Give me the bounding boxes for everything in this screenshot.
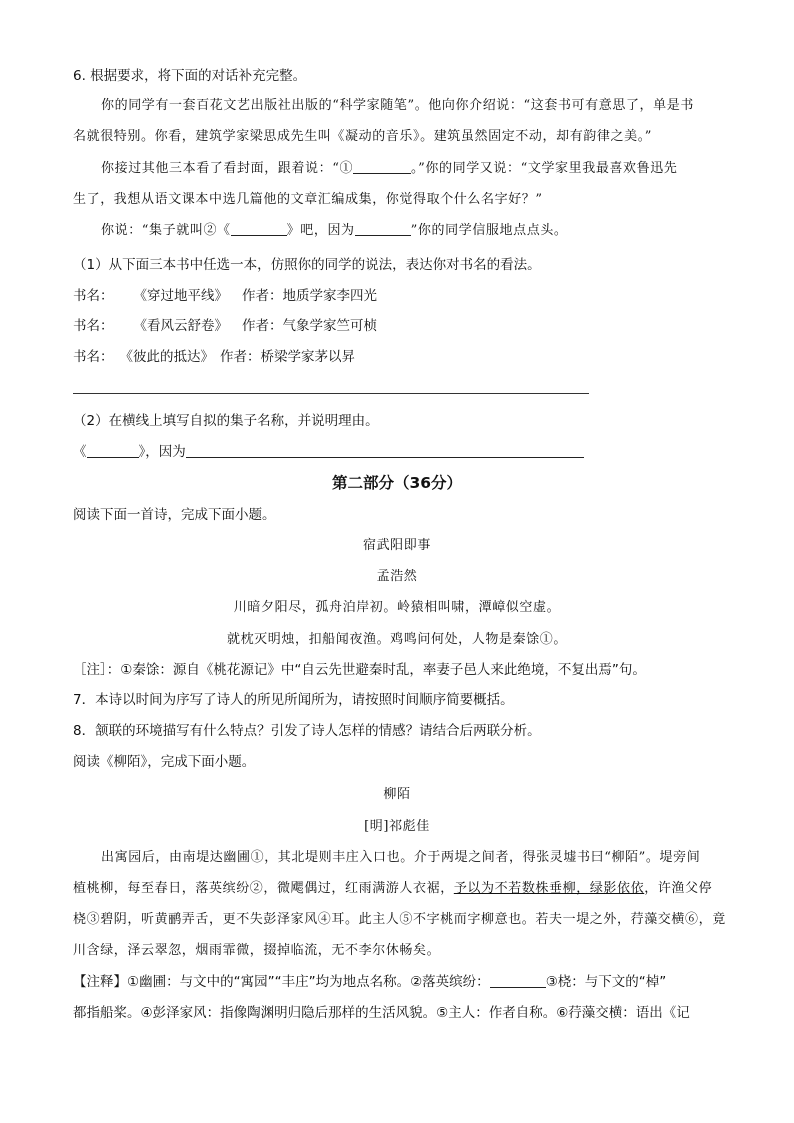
- question-8: 8．颔联的环境描写有什么特点？引发了诗人怎样的情感？请结合后两联分析。: [73, 723, 541, 739]
- book-label: 书名：: [73, 349, 114, 365]
- q6-p3-text-c: ”你的同学信服地点点头。: [410, 223, 568, 238]
- answer-blank-1[interactable]: [353, 159, 411, 174]
- prose-line-2: [73, 879, 712, 899]
- poem-intro: 阅读下面一首诗，完成下面小题。: [73, 507, 276, 523]
- sub2-text-b: 》，因为: [138, 444, 186, 460]
- book-author: 作者：地质学家李四光: [242, 288, 377, 304]
- prose-title: 柳陌: [383, 787, 411, 802]
- q6-paragraph-2-line-2: 生了，我想从语文课本中选几篇他的文章汇编成集，你觉得取个什么名字好？”: [73, 192, 543, 207]
- prose-line-1: 出寓园后，由南堤达幽圃①，其北堤则丰庄入口也。介于两堤之间者，得张灵墟书曰“柳陌”。堤旁间: [101, 850, 701, 865]
- book-title: 《看风云舒卷》: [133, 318, 228, 334]
- question-7: 7．本诗以时间为序写了诗人的所见所闻所为，请按照时间顺序简要概括。: [73, 692, 514, 708]
- book-label: 书名：: [73, 288, 114, 304]
- book-author: 作者：气象学家竺可桢: [242, 318, 377, 334]
- prose-underlined-sentence: 予以为不若数株垂柳，绿影依依: [453, 881, 645, 896]
- book-row-2: [73, 316, 377, 336]
- prose-line-4: 川含绿，泽云翠忽，烟雨霏微，掇掉临流，无不李尔休畅矣。: [73, 943, 441, 958]
- answer-line-1[interactable]: [73, 393, 589, 394]
- q6-sub-question-1: （1）从下面三本书中任选一本，仿照你的同学的说法，表达你对书名的看法。: [73, 257, 541, 273]
- prose-notes-line-2: 都指船桨。④彭泽家风：指像陶渊明归隐后那样的生活风貌。⑤主人：作者自称。⑥荇藻交横：语出《记: [73, 1005, 690, 1021]
- poem-note: ［注］：①秦馀：源自《桃花源记》中“自云先世避秦时乱，率妻子邑人来此绝境，不复出焉”句。: [73, 662, 646, 678]
- poem-title: 宿武阳即事: [362, 538, 431, 553]
- notes-text-b: ③桡：与下文的“棹”: [545, 974, 667, 990]
- answer-blank-4[interactable]: [87, 443, 139, 458]
- prose-notes-line-1: [73, 972, 666, 992]
- book-row-3: [73, 347, 355, 367]
- prose-intro: 阅读《柳陌》，完成下面小题。: [73, 754, 256, 770]
- book-title: 《彼此的抵达》: [119, 349, 214, 365]
- q6-paragraph-3: [101, 221, 568, 241]
- q6-paragraph-1-line-2: 名就很特别。你看，建筑学家梁思成先生叫《凝动的音乐》。建筑虽然固定不动，却有韵律之美。”: [73, 129, 653, 144]
- answer-blank-6[interactable]: [490, 973, 546, 988]
- part-2-heading: 第二部分（36分）: [331, 474, 463, 492]
- prose-l2-text-a: 植桃柳，每至春日，落英缤纷②，微飔偶过，红雨满游人衣裾，: [73, 881, 454, 896]
- poem-line-2: 就枕灭明烛，扣船闻夜渔。鸡鸣问何处，人物是秦馀①。: [226, 632, 567, 647]
- q6-sub-question-2: （2）在横线上填写自拟的集子名称，并说明理由。: [73, 413, 379, 429]
- book-author: 作者：桥梁学家茅以昇: [220, 349, 355, 365]
- q6-p2-text-a: 你接过其他三本看了看封面，跟着说：“①: [101, 161, 354, 176]
- prose-l2-text-b: ，许渔父停: [644, 881, 713, 896]
- q6-paragraph-1-line-1: 你的同学有一套百花文艺出版社出版的“科学家随笔”。他向你介绍说：“这套书可有意思了，单是书: [101, 98, 694, 113]
- book-row-1: [73, 286, 377, 306]
- prose-line-3: 桡③碧阴，听黄鹂弄舌，更不失彭泽家风④耳。此主人⑤不字桃而字柳意也。若夫一堤之外，荇藻交横⑥，竟: [73, 912, 726, 927]
- answer-blank-2[interactable]: [231, 221, 287, 236]
- poem-author: 孟浩然: [376, 569, 418, 584]
- sub2-text-a: 《: [73, 444, 87, 460]
- book-title: 《穿过地平线》: [133, 288, 228, 304]
- q6-sub-2-answer-row: [73, 442, 584, 462]
- q6-p2-text-b: 。”你的同学又说：“文学家里我最喜欢鲁迅先: [411, 161, 678, 176]
- q6-title: 6. 根据要求，将下面的对话补充完整。: [73, 68, 307, 84]
- answer-blank-5[interactable]: [186, 443, 584, 458]
- q6-p3-text-b: 》吧，因为: [286, 223, 355, 238]
- answer-blank-3[interactable]: [355, 221, 411, 236]
- q6-p3-text-a: 你说：“集子就叫②《: [101, 223, 231, 238]
- q6-paragraph-2-line-1: [101, 159, 677, 179]
- notes-text-a: 【注释】①幽圃：与文中的“寓园”“丰庄”均为地点名称。②落英缤纷：: [73, 974, 490, 990]
- prose-author: [明]祁彪佳: [364, 819, 430, 834]
- poem-line-1: 川暗夕阳尽，孤舟泊岸初。岭猿相叫啸，潭嶂似空虚。: [233, 600, 561, 615]
- book-label: 书名：: [73, 318, 114, 334]
